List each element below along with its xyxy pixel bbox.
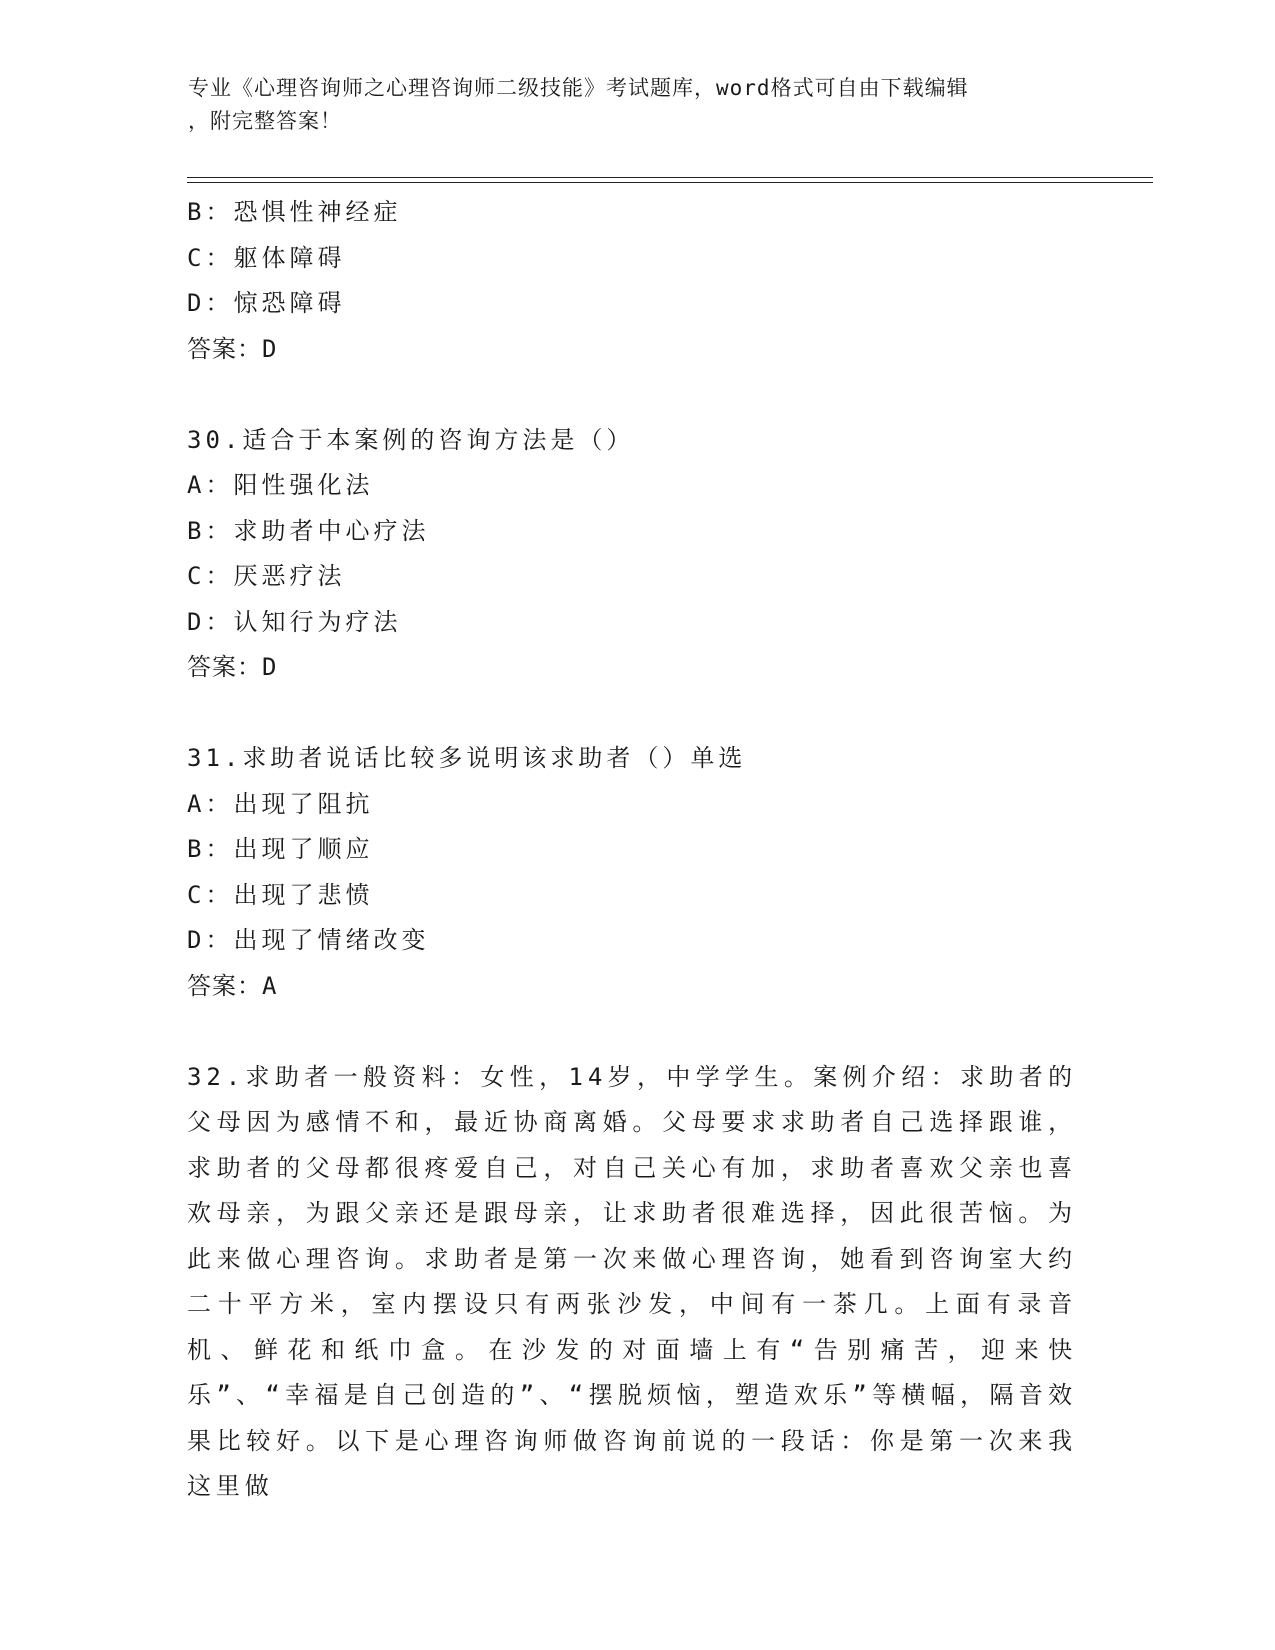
question-text: 30.适合于本案例的咨询方法是（） — [187, 425, 635, 454]
header-divider-bottom — [187, 182, 1153, 183]
answer: 答案：D — [187, 653, 278, 681]
answer: 答案：A — [187, 971, 278, 1000]
question-29-tail — [187, 190, 1087, 372]
header-divider-top — [187, 177, 1153, 178]
spacer — [187, 372, 1087, 418]
case-description: 32.求助者一般资料：女性，14岁，中学学生。案例介绍：求助者的父母因为感情不和，最近协商离婚。父母要求求助者自己选择跟谁，求助者的父母都很疼爱自己，对自己关心有加，求助者喜欢父亲也喜欢母亲，为跟父亲还是跟母亲，让求助者很难选择，因此很苦恼。为此来做心理咨询。求助者是第一次来做心理咨询，她看到咨询室大约二十平方米，室内摆设只有两张沙发，中间有一茶几。上面有录音机、鲜花和纸巾盒。在沙发的对面墙上有“告别痛苦，迎来快乐”、“幸福是自己创造的”、“摆脱烦恼，塑造欢乐”等横幅，隔音效果比较好。以下是心理咨询师做咨询前说的一段话：你是第一次来我这里做 — [187, 1062, 1077, 1500]
header-line-1: 专业《心理咨询师之心理咨询师二级技能》考试题库，word格式可自由下载编辑 — [188, 76, 969, 100]
option-a: A：出现了阻抗 — [187, 789, 374, 818]
option-c: C：出现了悲愤 — [187, 880, 374, 909]
document-header — [188, 72, 1088, 138]
option-a: A：阳性强化法 — [187, 471, 374, 499]
question-31 — [187, 736, 1087, 1009]
option-d: D：惊恐障碍 — [187, 289, 346, 317]
option-d: D：出现了情绪改变 — [187, 926, 430, 954]
question-30 — [187, 418, 1087, 691]
option-c: C：厌恶疗法 — [187, 562, 346, 590]
header-line-2: ，附完整答案！ — [188, 109, 342, 133]
question-32 — [187, 1055, 1087, 1510]
question-content — [187, 190, 1087, 1510]
option-d: D：认知行为疗法 — [187, 607, 402, 636]
spacer — [187, 1009, 1087, 1055]
option-b: B：恐惧性神经症 — [187, 198, 402, 226]
answer: 答案：D — [187, 334, 278, 363]
question-text: 31.求助者说话比较多说明该求助者（）单选 — [187, 744, 747, 772]
option-b: B：求助者中心疗法 — [187, 516, 430, 545]
option-b: B：出现了顺应 — [187, 835, 374, 863]
option-c: C：躯体障碍 — [187, 243, 346, 272]
spacer — [187, 691, 1087, 737]
